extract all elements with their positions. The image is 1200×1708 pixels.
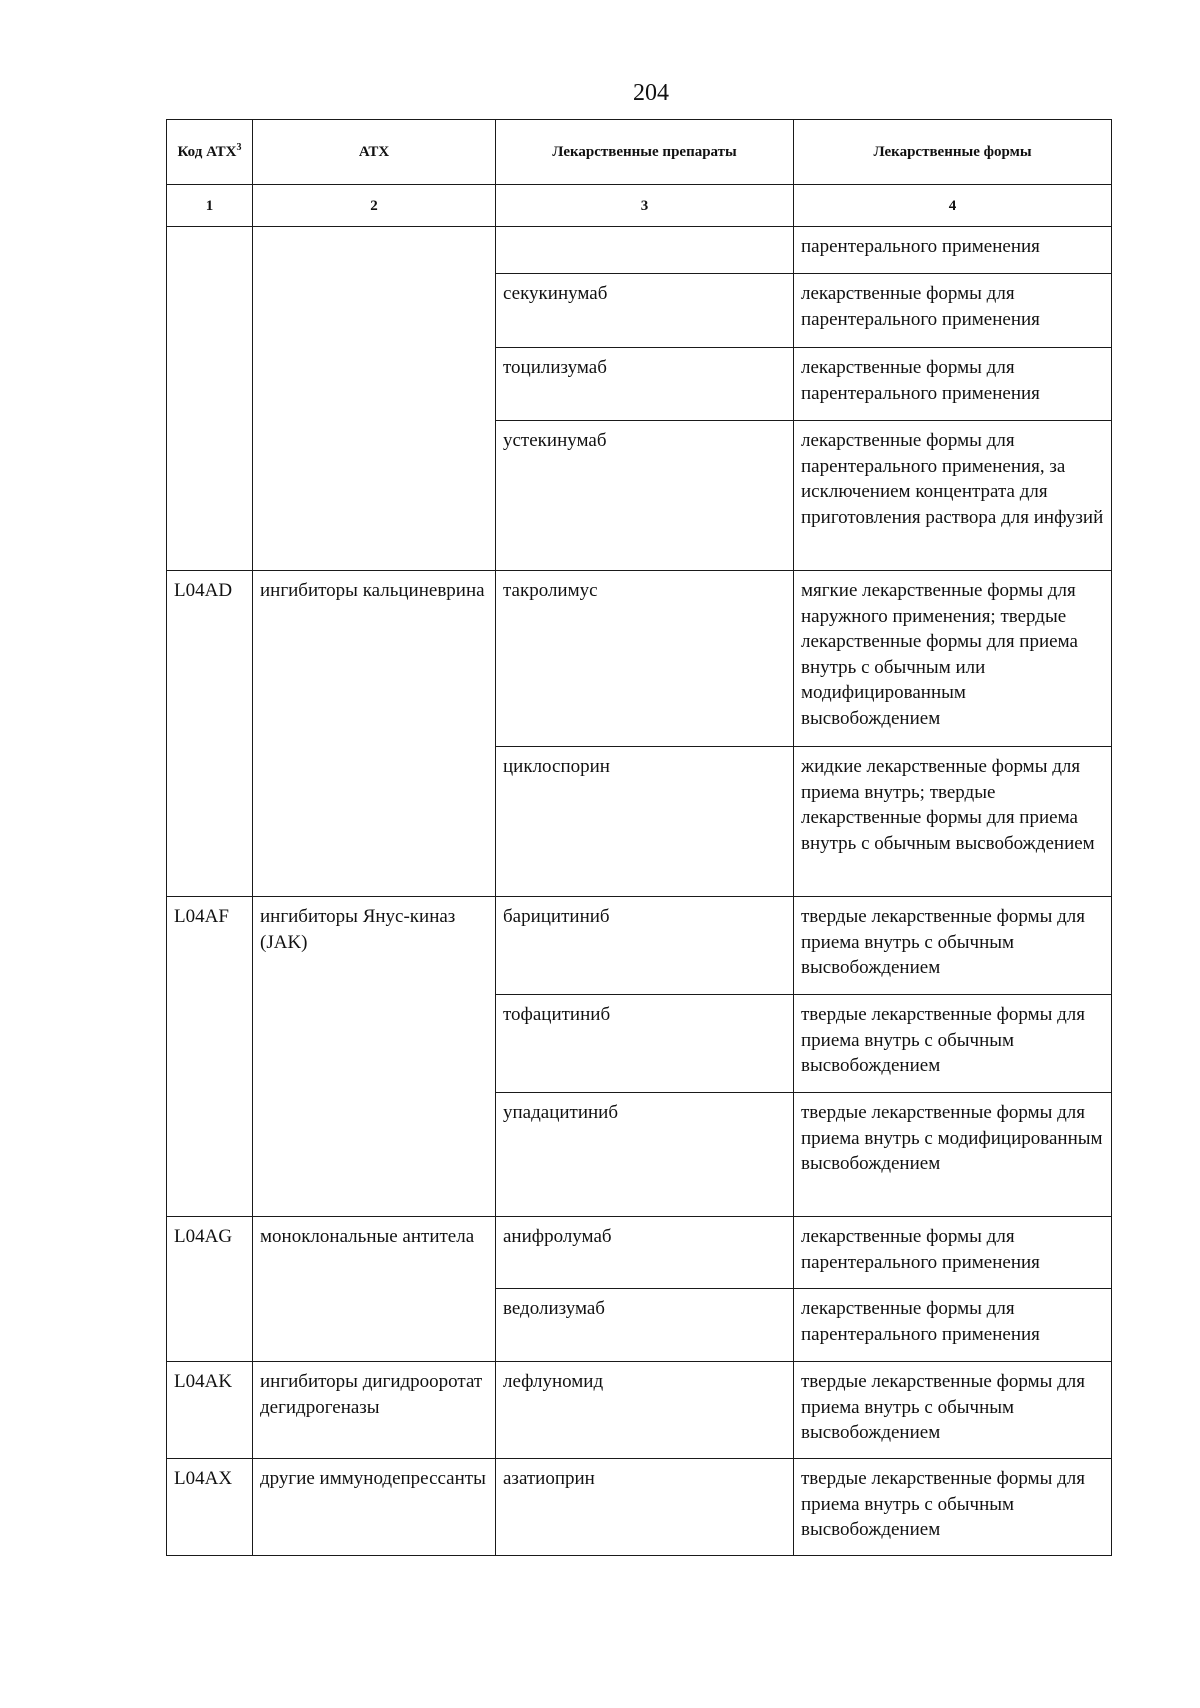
form-cell: твердые лекарственные формы для приема внутрь с обычным высвобождением (794, 1362, 1112, 1459)
form-cell: парентерального применения (794, 227, 1112, 274)
atc-name-cell: другие иммунодепрессанты (253, 1459, 496, 1556)
drug-cell: такролимус (496, 571, 794, 747)
form-cell: твердые лекарственные формы для приема внутрь с обычным высвобождением (794, 897, 1112, 995)
form-cell: твердые лекарственные формы для приема внутрь с обычным высвобождением (794, 995, 1112, 1093)
atc-name-cell (253, 421, 496, 571)
table-row (167, 1459, 1112, 1556)
atc-code-cell: L04AF (167, 897, 253, 1217)
drug-cell: лефлуномид (496, 1362, 794, 1459)
form-cell: мягкие лекарственные формы для наружного применения; твердые лекарственные формы для приема внутрь с обычным или модифицированным высвобождением (794, 571, 1112, 747)
atc-code-cell (167, 348, 253, 421)
atc-code-cell (167, 274, 253, 348)
form-cell: твердые лекарственные формы для приема внутрь с модифицированным высвобождением (794, 1093, 1112, 1217)
header-atc: АТХ (253, 120, 496, 185)
atc-code-cell: L04AG (167, 1217, 253, 1362)
atc-code-cell (167, 421, 253, 571)
drug-cell: упадацитиниб (496, 1093, 794, 1217)
atc-name-cell: ингибиторы кальциневрина (253, 571, 496, 897)
table-row (167, 1362, 1112, 1459)
drug-cell: устекинумаб (496, 421, 794, 571)
header-row (167, 120, 1112, 185)
atc-code-cell: L04AD (167, 571, 253, 897)
table-row (167, 274, 1112, 348)
atc-name-cell: ингибиторы Янус-киназ (JAK) (253, 897, 496, 1217)
table-row (167, 421, 1112, 571)
drug-table (166, 119, 1112, 1556)
drug-cell: циклоспорин (496, 747, 794, 897)
form-cell: лекарственные формы для парентерального применения, за исключением концентрата для приготовления раствора для инфузий (794, 421, 1112, 571)
table-row (167, 1217, 1112, 1289)
table-row (167, 227, 1112, 274)
form-cell: лекарственные формы для парентерального применения (794, 1289, 1112, 1362)
form-cell: лекарственные формы для парентерального применения (794, 1217, 1112, 1289)
drug-cell: ведолизумаб (496, 1289, 794, 1362)
drug-cell: тоцилизумаб (496, 348, 794, 421)
column-number: 4 (794, 185, 1112, 227)
drug-cell: секукинумаб (496, 274, 794, 348)
table-row (167, 348, 1112, 421)
drug-cell (496, 227, 794, 274)
form-cell: лекарственные формы для парентерального применения (794, 274, 1112, 348)
drug-cell: анифролумаб (496, 1217, 794, 1289)
table-row (167, 571, 1112, 747)
drug-cell: азатиоприн (496, 1459, 794, 1556)
atc-name-cell (253, 227, 496, 274)
drug-cell: барицитиниб (496, 897, 794, 995)
atc-code-cell (167, 227, 253, 274)
table-row (167, 897, 1112, 995)
header-atc-code: Код АТХ$^3$ (167, 120, 253, 185)
atc-name-cell (253, 274, 496, 348)
atc-name-cell (253, 348, 496, 421)
atc-name-cell: моноклональные антитела (253, 1217, 496, 1362)
drug-cell: тофацитиниб (496, 995, 794, 1093)
form-cell: жидкие лекарственные формы для приема внутрь; твердые лекарственные формы для приема внутрь с обычным высвобождением (794, 747, 1112, 897)
page-number: 204 (633, 80, 669, 106)
column-number: 1 (167, 185, 253, 227)
atc-code-cell: L04AX (167, 1459, 253, 1556)
column-number: 3 (496, 185, 794, 227)
atc-name-cell: ингибиторы дигидрооротатдегидрогеназы (253, 1362, 496, 1459)
column-number: 2 (253, 185, 496, 227)
header-forms: Лекарственные формы (794, 120, 1112, 185)
form-cell: твердые лекарственные формы для приема внутрь с обычным высвобождением (794, 1459, 1112, 1556)
header-drugs: Лекарственные препараты (496, 120, 794, 185)
column-number-row (167, 185, 1112, 227)
atc-code-cell: L04AK (167, 1362, 253, 1459)
form-cell: лекарственные формы для парентерального применения (794, 348, 1112, 421)
